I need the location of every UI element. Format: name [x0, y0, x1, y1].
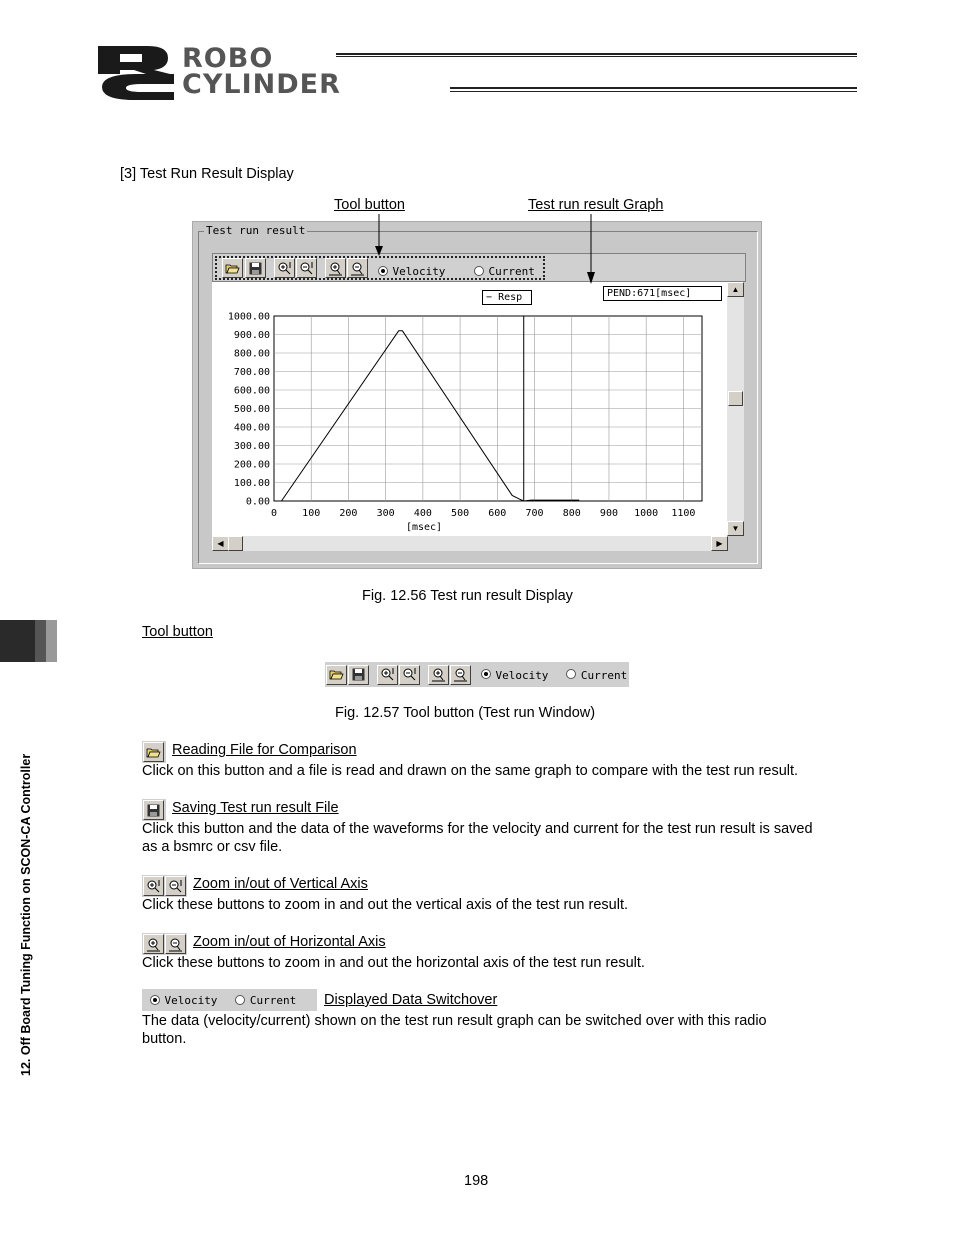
zoom-in-horizontal-icon	[328, 261, 343, 276]
zoom-out-vertical-icon	[299, 261, 314, 276]
callout-arrow-graph	[582, 214, 602, 286]
x-tick-label: 900	[599, 508, 618, 519]
chapter-tab	[0, 620, 57, 662]
logo-text-cylinder: CYLINDER	[182, 69, 341, 100]
horizontal-scroll-thumb[interactable]	[228, 536, 243, 551]
x-tick-label: 1100	[671, 508, 696, 519]
item5-radio-current[interactable]	[235, 991, 296, 1009]
arrow-down-icon: ▼	[731, 524, 740, 533]
rc-logo-mark	[96, 44, 176, 100]
radio-velocity[interactable]	[378, 262, 445, 280]
zoom-out-vertical-icon	[402, 667, 417, 682]
radio-current-label: Current	[488, 265, 535, 278]
y-tick-label: 300.00	[233, 441, 270, 452]
pend-readout: PEND:671[msec]	[603, 286, 722, 301]
radio-velocity-label: Velocity	[392, 265, 446, 278]
y-tick-label: 800.00	[233, 348, 270, 360]
item3-desc: Click these buttons to zoom in and out the vertical axis of the test run result.	[142, 897, 628, 913]
item3-zoom-out-vertical-button[interactable]	[165, 876, 186, 896]
fig-radio-velocity-dot	[481, 669, 491, 679]
toolbar-strip-figure	[325, 662, 629, 687]
zoom-in-vertical-icon	[146, 879, 161, 894]
zoom-out-horizontal-icon	[168, 937, 183, 952]
x-tick-label: 700	[525, 508, 544, 519]
scroll-left-button[interactable]	[212, 536, 229, 551]
folder-open-icon	[146, 745, 161, 760]
open-file-button[interactable]	[222, 258, 243, 278]
zoom-out-horizontal-button[interactable]	[347, 258, 368, 278]
item5-radio-current-dot	[235, 995, 245, 1005]
resp-legend-label: Resp	[498, 292, 523, 303]
zoom-out-horizontal-icon	[350, 261, 365, 276]
item5-desc-line1: The data (velocity/current) shown on the test run result graph can be switched over with this radio	[142, 1013, 767, 1029]
zoom-out-vertical-button[interactable]	[296, 258, 317, 278]
arrow-right-icon: ▶	[716, 539, 723, 548]
item2-title: Saving Test run result File	[172, 800, 339, 816]
item2-desc-line2: as a bsmrc or csv file.	[142, 839, 283, 855]
folder-open-icon	[225, 261, 240, 276]
item4-title: Zoom in/out of Horizontal Axis	[193, 934, 386, 950]
fig-zoom-in-horizontal-button[interactable]	[428, 665, 449, 685]
fig-save-file-button[interactable]	[348, 665, 369, 685]
x-tick-label: 600	[488, 508, 507, 519]
item1-desc: Click on this button and a file is read and drawn on the same graph to compare with the test run result.	[142, 763, 799, 779]
x-tick-label: 1000	[634, 508, 659, 519]
x-tick-label: 200	[339, 508, 358, 519]
scroll-right-button[interactable]	[711, 536, 728, 551]
zoom-out-horizontal-icon	[453, 667, 468, 682]
resp-legend	[482, 290, 532, 305]
fig-radio-velocity-label: Velocity	[495, 668, 549, 682]
y-tick-label: 500.00	[233, 404, 270, 415]
radio-velocity-dot	[378, 266, 388, 276]
vertical-scroll-thumb[interactable]	[728, 391, 743, 406]
group-title: Test run result	[206, 224, 306, 237]
fig-radio-current-dot	[566, 669, 576, 679]
scroll-down-button[interactable]	[727, 521, 744, 536]
fig1-caption: Fig. 12.56 Test run result Display	[362, 588, 573, 604]
item5-title: Displayed Data Switchover	[324, 992, 498, 1008]
item4-zoom-out-horizontal-button[interactable]	[165, 934, 186, 954]
horizontal-scrollbar[interactable]	[212, 536, 727, 551]
item1-open-file-button[interactable]	[143, 742, 164, 762]
callout-arrow-tool	[370, 214, 390, 258]
fig-zoom-in-vertical-button[interactable]	[377, 665, 398, 685]
item4-desc: Click these buttons to zoom in and out the horizontal axis of the test run result.	[142, 955, 645, 971]
item5-radio-current-label: Current	[249, 994, 297, 1007]
zoom-in-vertical-button[interactable]	[274, 258, 295, 278]
item2-icon-box	[142, 799, 166, 821]
zoom-in-vertical-icon	[277, 261, 292, 276]
x-tick-label: 500	[451, 508, 470, 519]
zoom-out-vertical-icon	[168, 879, 183, 894]
save-file-button[interactable]	[245, 258, 266, 278]
resp-legend-line: −	[486, 292, 493, 303]
callout-tool-button: Tool button	[334, 197, 405, 213]
y-tick-label: 100.00	[233, 478, 270, 489]
item5-radio-velocity-label: Velocity	[164, 994, 218, 1007]
item4-icon-box	[142, 933, 187, 955]
test-run-chart	[212, 282, 727, 536]
y-tick-label: 200.00	[233, 459, 270, 471]
zoom-in-horizontal-icon	[146, 937, 161, 952]
zoom-in-vertical-icon	[380, 667, 395, 682]
fig-radio-current-label: Current	[580, 668, 628, 682]
y-tick-label: 400.00	[233, 422, 270, 434]
y-tick-label: 700.00	[233, 367, 270, 378]
header-rule-bottom	[450, 87, 857, 92]
radio-current[interactable]	[474, 262, 535, 280]
item1-title: Reading File for Comparison	[172, 742, 357, 758]
section-title: [3] Test Run Result Display	[120, 166, 294, 182]
floppy-disk-icon	[351, 667, 366, 682]
item2-save-file-button[interactable]	[143, 800, 164, 820]
arrow-left-icon: ◀	[217, 539, 224, 548]
floppy-disk-icon	[248, 261, 263, 276]
item2-desc-line1: Click this button and the data of the waveforms for the velocity and current for the test run result is saved	[142, 821, 813, 837]
arrow-up-icon: ▲	[731, 285, 740, 294]
zoom-in-horizontal-button[interactable]	[325, 258, 346, 278]
vertical-scrollbar[interactable]	[727, 282, 744, 536]
item3-zoom-in-vertical-button[interactable]	[143, 876, 164, 896]
x-tick-label: 300	[376, 508, 395, 519]
item4-zoom-in-horizontal-button[interactable]	[143, 934, 164, 954]
folder-open-icon	[329, 667, 344, 682]
y-tick-label: 0.00	[245, 496, 270, 508]
item3-icon-box	[142, 875, 187, 897]
page-number: 198	[464, 1173, 489, 1189]
x-tick-label: 0	[270, 508, 278, 519]
x-axis-label: [msec]	[405, 522, 443, 533]
callout-result-graph: Test run result Graph	[528, 197, 664, 213]
x-tick-label: 100	[302, 508, 321, 519]
scroll-up-button[interactable]	[727, 282, 744, 297]
item1-icon-box	[142, 741, 166, 763]
fig-open-file-button[interactable]	[326, 665, 347, 685]
fig-radio-velocity[interactable]	[481, 666, 548, 684]
item5-radio-box	[142, 989, 317, 1011]
floppy-disk-icon	[146, 803, 161, 818]
zoom-in-horizontal-icon	[431, 667, 446, 682]
item3-title: Zoom in/out of Vertical Axis	[193, 876, 368, 892]
fig-radio-current[interactable]	[566, 666, 627, 684]
x-tick-label: 400	[413, 508, 432, 519]
fig-zoom-out-horizontal-button[interactable]	[450, 665, 471, 685]
item5-radio-velocity-dot	[150, 995, 160, 1005]
tool-button-heading: Tool button	[142, 624, 213, 640]
fig-zoom-out-vertical-button[interactable]	[399, 665, 420, 685]
y-tick-label: 600.00	[233, 385, 270, 397]
radio-current-dot	[474, 266, 484, 276]
y-tick-label: 900.00	[233, 330, 270, 341]
chapter-side-label: 12. Off Board Tuning Function on SCON-CA Controller	[19, 753, 33, 1076]
logo-text-robo: ROBO	[182, 43, 274, 74]
fig2-caption: Fig. 12.57 Tool button (Test run Window)	[335, 705, 596, 721]
header-rule-top	[336, 53, 857, 57]
item5-desc-line2: button.	[142, 1031, 187, 1047]
item5-radio-velocity[interactable]	[150, 991, 217, 1009]
x-tick-label: 800	[562, 508, 581, 519]
y-tick-label: 1000.00	[227, 311, 270, 323]
